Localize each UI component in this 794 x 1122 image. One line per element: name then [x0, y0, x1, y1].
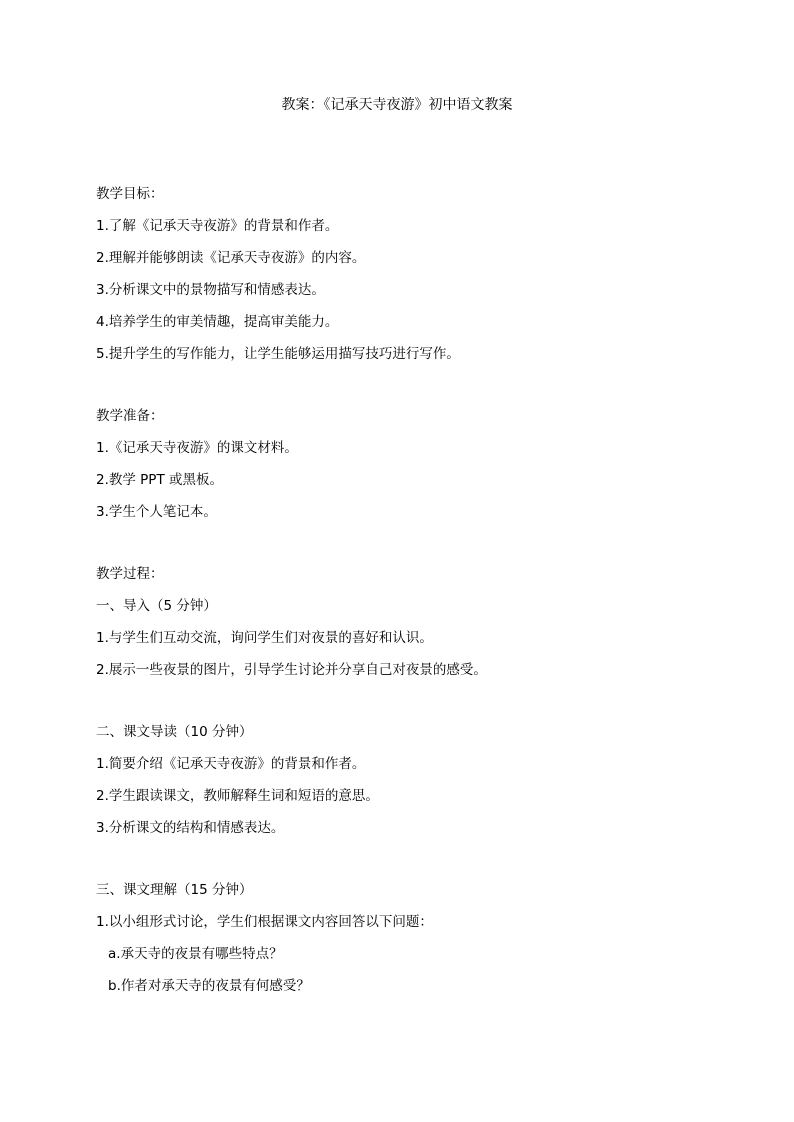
paragraph-gap: [96, 692, 716, 722]
document-title: 教案：《记承天寺夜游》初中语文教案: [281, 97, 513, 113]
paragraph-gap: [96, 376, 716, 406]
comprehension-question: b.作者对承天寺的夜景有何感受？: [108, 978, 310, 994]
preparation-item: 1.《记承天寺夜游》的课文材料。: [96, 440, 298, 456]
objective-item: 2.理解并能够朗读《记承天寺夜游》的内容。: [96, 250, 366, 266]
objective-item: 3.分析课文中的景物描写和情感表达。: [96, 282, 325, 298]
objectives-heading: 教学目标：: [96, 186, 164, 202]
section-heading-comprehension: 三、课文理解（15 分钟）: [96, 882, 253, 898]
objective-item: 4.培养学生的审美情趣，提高审美能力。: [96, 314, 339, 330]
document-body: [96, 184, 716, 1008]
section-heading-intro: 一、导入（5 分钟）: [96, 598, 217, 614]
objective-item: 5.提升学生的写作能力，让学生能够运用描写技巧进行写作。: [96, 346, 460, 362]
comprehension-item: 1.以小组形式讨论，学生们根据课文内容回答以下问题：: [96, 914, 433, 930]
objective-item: 1.了解《记承天寺夜游》的背景和作者。: [96, 218, 339, 234]
preparation-item: 3.学生个人笔记本。: [96, 504, 217, 520]
paragraph-gap: [96, 534, 716, 564]
intro-item: 1.与学生们互动交流，询问学生们对夜景的喜好和认识。: [96, 630, 433, 646]
reading-item: 2.学生跟读课文，教师解释生词和短语的意思。: [96, 788, 379, 804]
section-heading-reading: 二、课文导读（10 分钟）: [96, 724, 253, 740]
preparation-item: 2.教学 PPT 或黑板。: [96, 472, 223, 488]
process-heading: 教学过程：: [96, 566, 164, 582]
reading-item: 3.分析课文的结构和情感表达。: [96, 820, 285, 836]
intro-item: 2.展示一些夜景的图片，引导学生讨论并分享自己对夜景的感受。: [96, 662, 487, 678]
paragraph-gap: [96, 850, 716, 880]
comprehension-question: a.承天寺的夜景有哪些特点？: [108, 946, 283, 962]
reading-item: 1.简要介绍《记承天寺夜游》的背景和作者。: [96, 756, 366, 772]
preparation-heading: 教学准备：: [96, 408, 164, 424]
